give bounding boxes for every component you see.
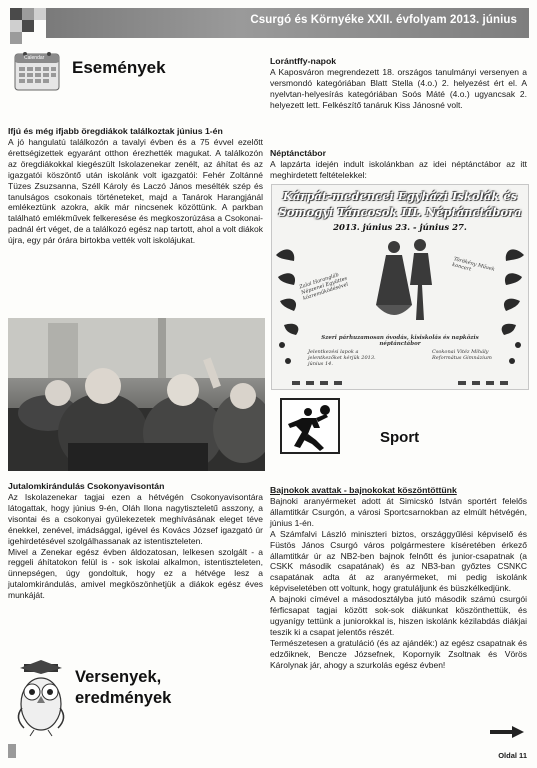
reunion-photo	[8, 318, 265, 471]
poster-info-right: Csokonai Vitéz Mihály Református Gimnázium	[432, 349, 492, 361]
sport-body-4: Természetesen a gratuláció (és az ajándék:) az egész csapatnak és edzőiknek, Bencze Józsefnek, Kopornyik Zsoltnak és Vörös Károlynak jár, ahogy a szurkolás egész évben!	[270, 637, 527, 670]
footer-square	[8, 744, 16, 758]
header-banner	[46, 8, 529, 38]
folkdance-body: A lapzárta idején indult iskolánkban az idei néptánctábor az itt meghirdetett feltételekkel:	[270, 159, 527, 180]
poster-left-group: Zalai Harangláb Népzenei Együttes közreműködésével	[298, 271, 350, 302]
sport-heading: Sport	[380, 429, 420, 446]
arrow-right-icon	[490, 725, 524, 743]
results-heading-line-1: Versenyek,	[75, 668, 162, 686]
results-heading	[75, 667, 171, 709]
excursion-article	[8, 481, 263, 601]
folkdance-title: Néptánctábor	[270, 148, 326, 158]
lorantffy-title: Lorántffy-napok	[270, 56, 337, 66]
header-square	[22, 8, 34, 20]
page-number: Oldal 11	[498, 751, 527, 760]
sport-body-2: A Számfalvi László miniszteri biztos, országgyűlési képviselő és Füstös János Csurgó város polgármestere kíséretében érkező államtitkár úr az NB2-ben bajnok felnőtt és junior-csapatnak (a CSKK második csapatának) és az NB3-ban győztes CSNKC csapatának adta át az aranyérmeket, mi pedig iskolánk képviseletében ott voltunk, hogy gratuláljunk és büszkélkedjünk.	[270, 528, 527, 594]
reunion-title: Ifjú és még ifjabb öregdiákok találkoztak június 1-én	[8, 126, 223, 136]
header-square	[22, 20, 34, 32]
folkdance-poster	[271, 184, 529, 390]
poster-bottom-line: Szeri párhuzamosan óvodás, kisiskolás és napközis néptánctábor	[321, 335, 479, 347]
poster-title-line-1: Kárpát-medencei Egyházi Iskolák és	[282, 189, 518, 203]
owl-icon	[10, 658, 72, 738]
poster-info-left: Jelentkezési lapok a jelentkezőket kérjük 2013. június 14.	[308, 349, 376, 367]
events-heading: Események	[72, 58, 166, 77]
results-heading-line-2: eredmények	[75, 689, 172, 707]
lorantffy-body: A Kaposváron megrendezett 18. országos tanulmányi versenyen a versmondó kategóriában Blatt Stella (4.o.) 2. helyezést ért el. A nyelvtan-helyesírás kategóriában Soós Máté (4.o.) ugyancsak 2. helyezett lett. Felkészítő tanáruk Kiss Jánosné volt.	[270, 67, 527, 110]
page-title: Csurgó és Környéke XXII. évfolyam 2013. június	[250, 14, 517, 26]
header-square	[34, 8, 46, 20]
sport-title: Bajnokok avattak - bajnokokat köszöntöttünk	[270, 485, 457, 495]
reunion-article	[8, 126, 263, 246]
excursion-title: Jutalomkirándulás Csokonyavisontán	[8, 481, 165, 491]
sport-article	[270, 485, 527, 671]
poster-date: 2013. június 23. - június 27.	[333, 223, 467, 233]
folkdance-article	[270, 148, 527, 181]
header-square	[10, 8, 22, 20]
calendar-label: Calendar	[24, 55, 45, 61]
sport-body-1: Bajnoki aranyérmeket adott át Simicskó István sportért felelős államtitkár Csurgón, a városi Sportcsarnokban az elmúlt hétvégén, június 1-én.	[270, 496, 527, 528]
poster-title-line-2: Somogyi Táncosok III. Néptánctábora	[278, 205, 522, 219]
handball-icon	[280, 398, 340, 454]
header-square	[10, 20, 22, 32]
excursion-body-1: Az Iskolazenekar tagjai ezen a hétvégén Csokonyavisontára látogattak, hogy június 9-én, Oláh Ilona nagytiszteletű asszony, a visontai és a csokonyai gyülekezetek meghívásának eleget téve énekkel, zenével, imádsággal, igével és Kovács József igazgató úr igehirdetésével szolgálhassanak az istentiszteleten.	[8, 492, 263, 546]
reunion-body: A jó hangulatú találkozón a tavalyi évben és a 75 évvel ezelőtt érettségizettek egyaránt otthon érezhették magukat. A találkozón az öregdiákokkal kiegészült Iskolazenekar zenélt, az áhítat és az igazgatói köszöntő után iskolánk volt igazgatói: Fehér Zoltánné Tüzes Zsuzsanna, Széll Károly és Laczó János mesélték szép és tanulságos csokonais történeteket, majd a Tanárok Harangjánál emlékeztünk azokra, akik már nincsenek közöttünk. A parkban található emlékművek felkeresése és megkoszorúzása a Csokonai-padnál ért véget, de a találkozó egész nap tartott, ahol a volt diákok újra, egy pár órára birtokba vették volt iskolájukat.	[8, 137, 263, 246]
poster-right-group: Törökény Művek koncert	[451, 256, 496, 273]
lorantffy-article	[270, 56, 527, 111]
excursion-body-2: Mivel a Zenekar egész évben áldozatosan, lelkesen szolgált - a reggeli áhítatokon felül is - sok iskolai alkalmon, istentiszteleten, ünnepségen, úgy gondoltuk, hogy ez a hétvége lesz a jutalomkirándulás, amivel megköszönhetjük a diákok egész éves munkáját.	[8, 546, 263, 601]
header-square	[10, 32, 22, 44]
calendar-icon	[12, 50, 62, 92]
sport-body-3: A bajnoki címével a másodosztályba jutó második számú csurgói férficsapat tagjai között sok-sok diákunkat köszönthettük, és ugyanígy tettünk a juniorokkal is, hiszen iskolánk kézilabdás diákjai teszik ki a csapat jelentős részét.	[270, 594, 527, 637]
